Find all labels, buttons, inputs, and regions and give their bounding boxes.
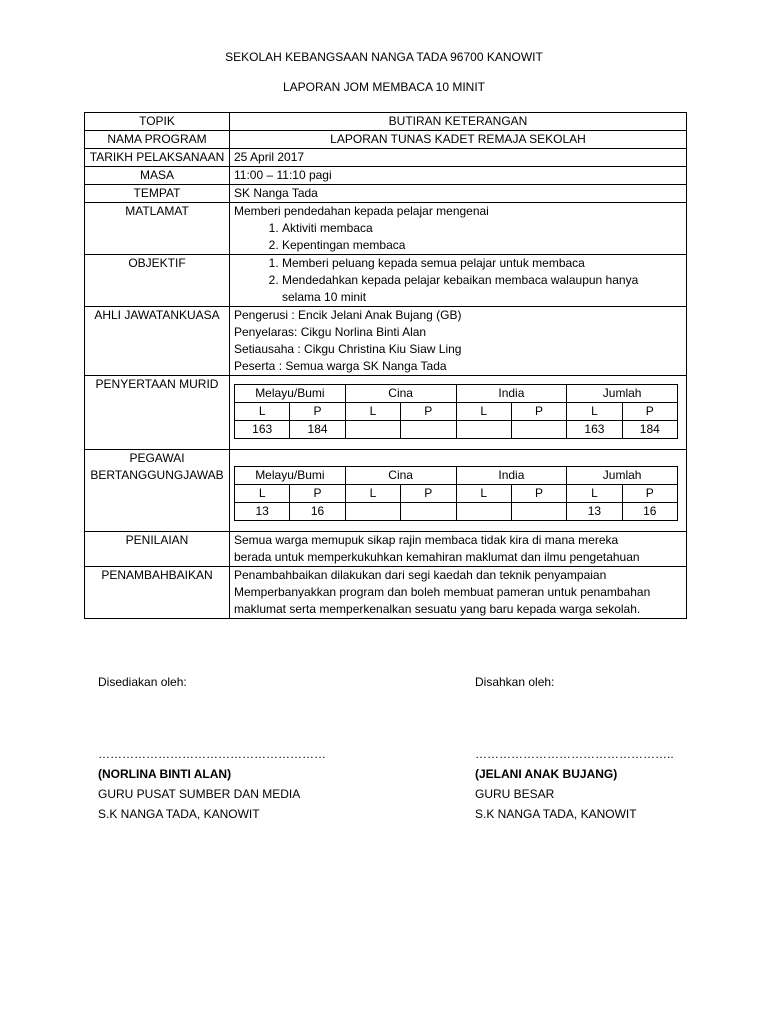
gender-header: L <box>235 403 290 421</box>
signature-line: ………………………………………………… <box>98 747 326 761</box>
group-header: Cina <box>345 385 456 403</box>
group-header: Melayu/Bumi <box>235 385 346 403</box>
goal-intro: Memberi pendedahan kepada pelajar mengenai <box>234 204 489 218</box>
gender-header: L <box>456 485 511 503</box>
group-header: Melayu/Bumi <box>235 467 346 485</box>
count-cell <box>456 503 511 521</box>
row-value-evaluation <box>230 532 687 567</box>
row-value-date: 25 April 2017 <box>230 149 687 167</box>
count-cell <box>345 503 400 521</box>
gender-header: P <box>401 403 456 421</box>
committee-line: Penyelaras: Cikgu Norlina Binti Alan <box>234 325 427 339</box>
gender-header: L <box>235 485 290 503</box>
count-cell: 163 <box>235 421 290 439</box>
students-table <box>234 384 678 439</box>
row-label-evaluation: PENILAIAN <box>85 532 230 567</box>
gender-header: L <box>567 403 622 421</box>
row-value-objective <box>230 255 687 307</box>
list-item: 1. Aktiviti membaca <box>282 220 682 237</box>
col-header-details: BUTIRAN KETERANGAN <box>230 113 687 131</box>
table-row <box>85 167 687 185</box>
count-cell: 16 <box>622 503 677 521</box>
gender-header: L <box>345 403 400 421</box>
gender-header: P <box>290 485 345 503</box>
count-cell <box>511 503 566 521</box>
group-header: India <box>456 385 567 403</box>
table-row <box>85 255 687 307</box>
signatory-name: (NORLINA BINTI ALAN) <box>98 767 232 781</box>
gender-header: P <box>622 403 677 421</box>
committee-line: Setiausaha : Cikgu Christina Kiu Siaw Ling <box>234 342 462 356</box>
row-label-committee: AHLI JAWATANKUASA <box>85 307 230 376</box>
table-row <box>85 532 687 567</box>
gender-header: P <box>290 403 345 421</box>
officers-label-line: PEGAWAI <box>129 451 185 465</box>
row-label-objective: OBJEKTIF <box>85 255 230 307</box>
signatory-name: (JELANI ANAK BUJANG) <box>475 767 618 781</box>
gender-header: L <box>567 485 622 503</box>
signatory-school: S.K NANGA TADA, KANOWIT <box>475 807 637 821</box>
signatory-role: GURU BESAR <box>475 787 555 801</box>
table-row <box>85 307 687 376</box>
count-cell: 184 <box>622 421 677 439</box>
row-value-time: 11:00 – 11:10 pagi <box>230 167 687 185</box>
group-header: India <box>456 467 567 485</box>
table-header-row <box>85 113 687 131</box>
sub-gender-row <box>235 403 678 421</box>
table-row <box>85 567 687 619</box>
list-item: 2. Mendedahkan kepada pelajar kebaikan membaca walaupun hanya selama 10 minit <box>282 272 662 306</box>
count-cell: 13 <box>235 503 290 521</box>
col-header-topic: TOPIK <box>85 113 230 131</box>
sub-group-row <box>235 467 678 485</box>
row-value-place: SK Nanga Tada <box>230 185 687 203</box>
table-row <box>85 131 687 149</box>
gender-header: P <box>511 485 566 503</box>
table-row <box>85 185 687 203</box>
signatory-role: GURU PUSAT SUMBER DAN MEDIA <box>98 787 301 801</box>
sub-value-row <box>235 503 678 521</box>
officers-label-line: BERTANGGUNGJAWAB <box>90 468 224 482</box>
school-name: SEKOLAH KEBANGSAAN NANGA TADA 96700 KANOWIT <box>225 50 543 64</box>
improvement-line: maklumat serta memperkenalkan sesuatu yang baru kepada warga sekolah. <box>234 602 641 616</box>
count-cell: 13 <box>567 503 622 521</box>
group-header: Jumlah <box>567 467 678 485</box>
evaluation-line: Semua warga memupuk sikap rajin membaca tidak kira di mana mereka <box>234 533 619 547</box>
row-label-students: PENYERTAAN MURID <box>85 376 230 450</box>
count-cell: 16 <box>290 503 345 521</box>
row-label-place: TEMPAT <box>85 185 230 203</box>
group-header: Jumlah <box>567 385 678 403</box>
committee-line: Pengerusi : Encik Jelani Anak Bujang (GB) <box>234 308 462 322</box>
committee-line: Peserta : Semua warga SK Nanga Tada <box>234 359 447 373</box>
count-cell <box>511 421 566 439</box>
row-label-goal: MATLAMAT <box>85 203 230 255</box>
improvement-line: Penambahbaikan dilakukan dari segi kaedah dan teknik penyampaian <box>234 568 607 582</box>
row-value-committee <box>230 307 687 376</box>
table-row <box>85 450 687 532</box>
list-item: 2. Kepentingan membaca <box>282 237 682 254</box>
objective-list <box>234 255 682 306</box>
improvement-line: Memperbanyakkan program dan boleh membuat pameran untuk penambahan <box>234 585 651 599</box>
row-value-program: LAPORAN TUNAS KADET REMAJA SEKOLAH <box>230 131 687 149</box>
report-title: LAPORAN JOM MEMBACA 10 MINIT <box>282 80 486 94</box>
gender-header: L <box>345 485 400 503</box>
group-header: Cina <box>345 467 456 485</box>
table-row <box>85 376 687 450</box>
gender-header: L <box>456 403 511 421</box>
approved-by-block <box>475 672 674 824</box>
count-cell <box>345 421 400 439</box>
row-label-improvement: PENAMBAHBAIKAN <box>85 567 230 619</box>
gender-header: P <box>511 403 566 421</box>
row-label-time: MASA <box>85 167 230 185</box>
table-row <box>85 203 687 255</box>
signature-line: ………………………………………….. <box>475 747 674 761</box>
sub-group-row <box>235 385 678 403</box>
signatory-school: S.K NANGA TADA, KANOWIT <box>98 807 260 821</box>
evaluation-line: berada untuk memperkukuhkan kemahiran maklumat dan ilmu pengetahuan <box>234 550 640 564</box>
count-cell <box>456 421 511 439</box>
row-value-officers <box>230 450 687 532</box>
officers-table <box>234 466 678 521</box>
count-cell: 184 <box>290 421 345 439</box>
row-label-date: TARIKH PELAKSANAAN <box>85 149 230 167</box>
row-value-improvement <box>230 567 687 619</box>
row-label-program: NAMA PROGRAM <box>85 131 230 149</box>
count-cell <box>401 421 456 439</box>
gender-header: P <box>401 485 456 503</box>
count-cell <box>401 503 456 521</box>
row-label-officers <box>85 450 230 532</box>
approved-by-caption: Disahkan oleh: <box>475 675 555 689</box>
row-value-students <box>230 376 687 450</box>
count-cell: 163 <box>567 421 622 439</box>
report-table <box>84 112 687 619</box>
prepared-by-caption: Disediakan oleh: <box>98 675 187 689</box>
list-item: 1. Memberi peluang kepada semua pelajar untuk membaca <box>282 255 662 272</box>
sub-gender-row <box>235 485 678 503</box>
table-row <box>85 149 687 167</box>
sub-value-row <box>235 421 678 439</box>
prepared-by-block <box>98 672 326 824</box>
gender-header: P <box>622 485 677 503</box>
row-value-goal <box>230 203 687 255</box>
goal-list <box>234 220 682 254</box>
